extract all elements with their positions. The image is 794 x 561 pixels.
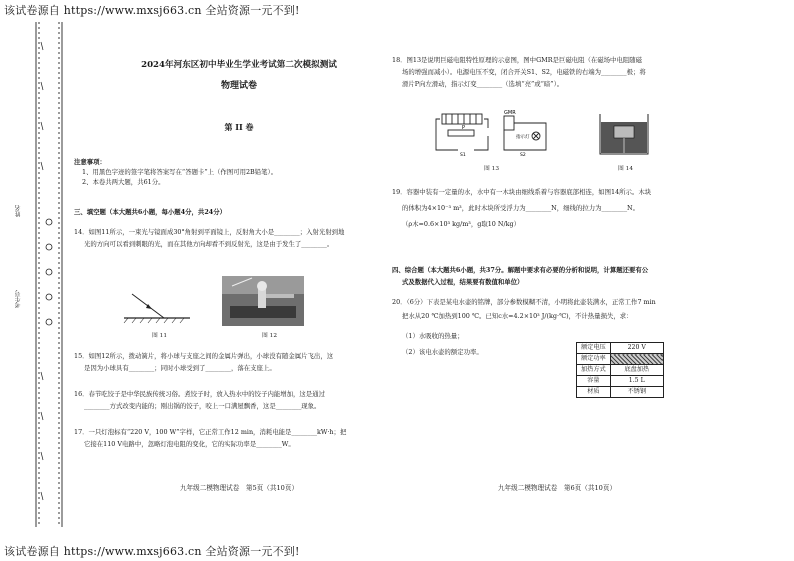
- q15-line-2: 是因为小球具有________；同时小球受到了________，落在支座上。: [84, 364, 276, 372]
- section-4-heading-1: 四、综合题（本大题共6小题，共37分。解题中要求有必要的分析和说明，计算题还要有公: [392, 266, 649, 274]
- section-3-heading: 三、填空题（本大题共6小题，每小题4分，共24分）: [74, 208, 226, 216]
- page-5-footer: 九年级二模物理试卷 第5页（共10页）: [179, 484, 299, 492]
- spec-key: 额定功率: [577, 354, 611, 365]
- q17-line-1: 17．一只灯泡标有“220 V，100 W”字样，它正常工作12 min，消耗电能是________kW·h；把: [74, 428, 347, 436]
- q19-line-2: 的体积为4×10⁻³ m³，此时木块所受浮力为________N，细线的拉力为________N。: [402, 204, 640, 212]
- q20-line-2: 把水从20 ℃加热到100 ℃。已知c水=4.2×10³ J/(kg·℃)，不计热量损失，求：: [402, 312, 633, 320]
- section-4-heading-2: 式及数据代入过程，结果要有数值和单位）: [402, 278, 524, 286]
- slider-label: P: [462, 125, 466, 131]
- spec-value: 220 V: [610, 343, 663, 354]
- figure-12-photo: [222, 276, 304, 326]
- q20-part-2: （2）该电水壶的额定功率。: [402, 348, 483, 356]
- table-row: [577, 387, 664, 398]
- gmr-label: GMR: [504, 110, 516, 116]
- notes-title: 注意事项：: [74, 158, 106, 166]
- figure-14-caption: 图 14: [618, 166, 634, 172]
- figure-13-caption: 图 13: [484, 166, 500, 172]
- spec-key: 额定电压: [577, 343, 611, 354]
- table-row: [577, 343, 664, 354]
- note-1: 1、用黑色字迹的签字笔将答案写在“答题卡”上（作图可用2B铅笔）。: [82, 168, 278, 176]
- source-banner-bottom: 该试卷源自 https://www.mxsj663.cn 全站资源一元不到!: [4, 545, 300, 558]
- spec-key: 加热方式: [577, 365, 611, 376]
- q18-line-2: 场的增强而减小）。电源电压不变，闭合开关S1、S2，电磁铁的右端为________极；将: [402, 68, 646, 76]
- spec-value: 1.5 L: [610, 376, 663, 387]
- kettle-spec-table: [576, 342, 664, 398]
- spec-value: 底盘加热: [610, 365, 663, 376]
- q20-part-1: （1）水吸收的热量；: [402, 332, 464, 340]
- q16-line-1: 16．春节吃饺子是中华民族传统习俗。煮饺子时，放入热水中的饺子内能增加，这是通过: [74, 390, 325, 398]
- note-2: 2、本卷共两大题，共61分。: [82, 178, 165, 186]
- figure-14-container: [598, 112, 650, 156]
- figure-13-circuit: [432, 108, 552, 158]
- exam-page-6: [392, 40, 722, 500]
- spec-key: 容量: [577, 376, 611, 387]
- switch-1-label: S1: [460, 153, 466, 158]
- volume-label: 第 II 卷: [224, 122, 254, 132]
- exam-title: 2024年河东区初中毕业生学业考试第二次模拟测试: [141, 60, 337, 70]
- q19-line-1: 19．容器中装有一定量的水，水中有一木块由细线系着与容器底部相连，如图14所示。木块: [392, 188, 652, 196]
- switch-2-label: S2: [520, 153, 526, 158]
- source-banner-top: 该试卷源自 https://www.mxsj663.cn 全站资源一元不到!: [4, 4, 300, 17]
- q18-line-1: 18．图13是说明巨磁电阻特性原理的示意图，图中GMR是巨磁电阻（在磁场中电阻随磁: [392, 56, 643, 64]
- q17-line-2: 它接在110 V电路中，忽略灯泡电阻的变化，它的实际功率是________W。: [84, 440, 295, 448]
- figure-12-caption: 图 12: [262, 333, 278, 339]
- q18-line-3: 滑片P向左滑动，指示灯变________（选填“亮”或“暗”）。: [402, 80, 564, 88]
- lamp-label: 指示灯: [516, 135, 530, 140]
- exam-page-5: [74, 40, 404, 500]
- q19-line-3: （ρ木=0.6×10³ kg/m³，g取10 N/kg）: [402, 220, 521, 228]
- q16-line-2: ________方式改变内能的；刚出锅的饺子，咬上一口满屋飘香，这是________现象。: [84, 402, 321, 410]
- exam-subtitle: 物理试卷: [220, 81, 257, 91]
- q14-line-1: 14．如图11所示，一束光与镜面成30°角射到平面镜上，反射角大小是________；入射光射到地: [74, 228, 345, 236]
- page-6-footer: 九年级二模物理试卷 第6页（共10页）: [497, 484, 617, 492]
- binding-label-id: 考生号: [15, 290, 22, 308]
- table-row: [577, 354, 664, 365]
- q15-line-1: 15．如图12所示，拨动簧片，将小球与支座之间的金属片弹出，小球没有随金属片飞出，这: [74, 352, 334, 360]
- q14-line-2: 光的方向可以看到刺眼的光，而在其他方向却看不到反射光，这是由于发生了________。: [84, 240, 334, 248]
- figure-11-mirror: [122, 286, 192, 326]
- spec-value-blurred: [610, 354, 663, 365]
- spec-key: 材质: [577, 387, 611, 398]
- figure-11-caption: 图 11: [152, 333, 168, 339]
- spec-value: 不锈钢: [610, 387, 663, 398]
- q20-line-1: 20．（6分）下表是某电水壶的铭牌，部分参数模糊不清，小明将此壶装满水，正常工作7 min: [392, 298, 656, 306]
- binding-label-name: 姓名: [15, 205, 22, 217]
- binding-margin: [34, 22, 64, 527]
- table-row: [577, 365, 664, 376]
- table-row: [577, 376, 664, 387]
